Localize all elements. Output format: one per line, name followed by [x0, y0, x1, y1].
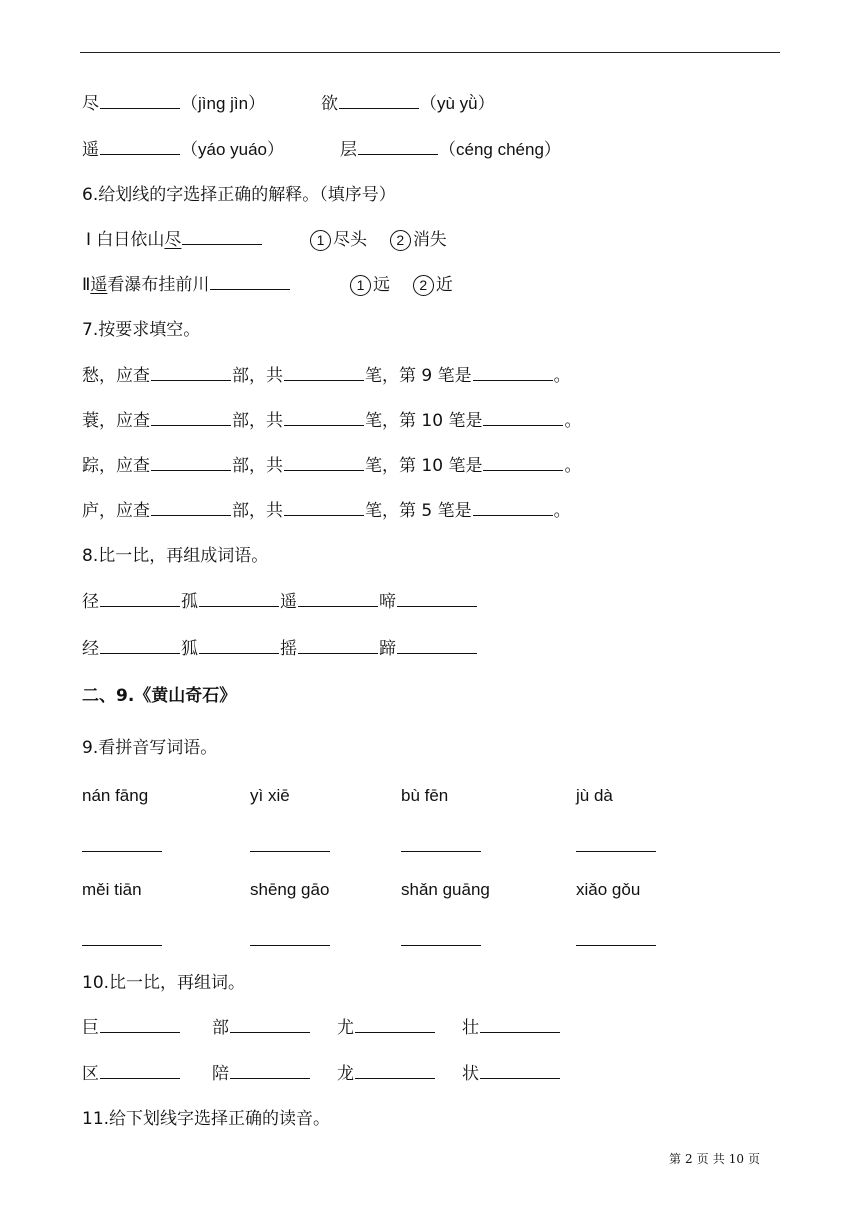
q7-row — [82, 455, 581, 477]
q7-char: 蓑 — [82, 411, 99, 431]
answer-blank[interactable] — [397, 638, 477, 654]
underlined-char: 尽 — [164, 230, 182, 250]
q7-char: 庐 — [82, 501, 99, 521]
answer-blank[interactable] — [199, 638, 279, 654]
q7-title: 7.按要求填空。 — [82, 320, 201, 340]
answer-blank[interactable] — [151, 410, 231, 426]
footer-text: 页 — [696, 1152, 709, 1166]
pinyin-prompt: xiǎo gǒu — [576, 880, 641, 899]
answer-blank[interactable] — [483, 455, 563, 471]
q7-text: 部，共 — [232, 501, 283, 521]
answer-line[interactable] — [250, 851, 330, 852]
q7-text: 笔，第 9 笔是 — [365, 366, 472, 386]
page-total: 10 — [728, 1152, 744, 1166]
option-text: 尽头 — [333, 230, 367, 250]
footer-text: 页 — [747, 1152, 760, 1166]
pinyin-prompt: shēng gāo — [250, 880, 330, 899]
answer-blank[interactable] — [284, 455, 364, 471]
q5-pinyin: （céng chéng） — [439, 140, 561, 159]
answer-blank[interactable] — [210, 274, 290, 290]
q7-row — [82, 500, 571, 522]
q6-text: 白日依山 — [96, 230, 165, 250]
answer-blank[interactable] — [284, 365, 364, 381]
answer-blank[interactable] — [355, 1063, 435, 1079]
q9-title: 9.看拼音写词语。 — [82, 738, 218, 758]
option-text: 近 — [435, 275, 453, 295]
option-text: 消失 — [412, 230, 447, 250]
answer-blank[interactable] — [480, 1063, 560, 1079]
answer-blank[interactable] — [483, 410, 563, 426]
answer-blank[interactable] — [182, 229, 262, 245]
q8-char: 啼 — [379, 592, 396, 612]
answer-line[interactable] — [82, 851, 162, 852]
answer-blank[interactable] — [151, 365, 231, 381]
q5-char: 尽 — [82, 94, 99, 114]
answer-blank[interactable] — [100, 1017, 180, 1033]
q10-char: 部 — [212, 1018, 229, 1038]
roman-numeral: Ⅱ — [82, 275, 91, 295]
answer-blank[interactable] — [358, 139, 438, 155]
answer-blank[interactable] — [151, 500, 231, 516]
underlined-char: 遥 — [90, 275, 108, 295]
q10-item — [337, 1017, 436, 1039]
answer-blank[interactable] — [397, 591, 477, 607]
pinyin-prompt: bù fēn — [401, 786, 449, 805]
answer-line[interactable] — [576, 945, 656, 946]
page-footer — [667, 1150, 762, 1167]
q7-text: 部，共 — [232, 366, 283, 386]
answer-blank[interactable] — [284, 410, 364, 426]
answer-blank[interactable] — [473, 365, 553, 381]
q7-text: ，应查 — [99, 501, 150, 521]
answer-blank[interactable] — [230, 1063, 310, 1079]
q10-char: 龙 — [337, 1064, 354, 1084]
q10-item — [462, 1063, 561, 1085]
pinyin-prompt: měi tiān — [82, 880, 142, 899]
q10-char: 区 — [82, 1064, 99, 1084]
q10-item — [82, 1017, 181, 1039]
q8-char: 遥 — [280, 592, 297, 612]
q8-char: 经 — [82, 639, 99, 659]
page-number: 2 — [685, 1152, 693, 1166]
q8-char: 蹄 — [379, 639, 396, 659]
q6-item2 — [82, 274, 291, 296]
q7-text: 笔，第 10 笔是 — [365, 456, 483, 476]
q8-row2 — [82, 638, 478, 660]
q6-text: 看瀑布挂前川 — [107, 275, 210, 295]
q7-text: ，应查 — [99, 366, 150, 386]
roman-numeral: Ⅰ — [86, 230, 92, 250]
q10-char: 尤 — [337, 1018, 354, 1038]
answer-blank[interactable] — [473, 500, 553, 516]
footer-text: 共 — [712, 1152, 725, 1166]
answer-blank[interactable] — [298, 591, 378, 607]
q10-char: 状 — [462, 1064, 479, 1084]
answer-blank[interactable] — [230, 1017, 310, 1033]
answer-blank[interactable] — [284, 500, 364, 516]
q6-title: 6.给划线的字选择正确的解释。（填序号） — [82, 185, 396, 205]
q7-text: 。 — [564, 456, 582, 476]
q10-item — [82, 1063, 181, 1085]
q7-row — [82, 365, 571, 387]
answer-blank[interactable] — [199, 591, 279, 607]
q6-item1 — [86, 229, 263, 251]
header-rule — [80, 52, 780, 53]
q7-char: 踪 — [82, 456, 99, 476]
q10-item — [462, 1017, 561, 1039]
q5-row1 — [82, 93, 265, 115]
answer-blank[interactable] — [355, 1017, 435, 1033]
q7-text: 。 — [553, 501, 571, 521]
footer-text: 第 — [669, 1152, 682, 1166]
q8-row1 — [82, 591, 478, 613]
answer-line[interactable] — [82, 945, 162, 946]
q7-text: ，应查 — [99, 411, 150, 431]
answer-line[interactable] — [401, 945, 481, 946]
answer-blank[interactable] — [100, 638, 180, 654]
q10-item — [337, 1063, 436, 1085]
q11-title: 11.给下划线字选择正确的读音。 — [82, 1109, 331, 1129]
pinyin-prompt: yì xiē — [250, 786, 290, 805]
q8-char: 狐 — [181, 639, 198, 659]
pinyin-prompt: jù dà — [576, 786, 613, 805]
q5-char: 层 — [340, 140, 357, 160]
q7-text: ，应查 — [99, 456, 150, 476]
q8-char: 径 — [82, 592, 99, 612]
section-heading: 二、9.《黄山奇石》 — [82, 686, 237, 706]
answer-line[interactable] — [250, 945, 330, 946]
q7-text: 部，共 — [232, 456, 283, 476]
q7-text: 部，共 — [232, 411, 283, 431]
q10-char: 壮 — [462, 1018, 479, 1038]
q5-row1-b — [321, 93, 495, 115]
answer-line[interactable] — [401, 851, 481, 852]
q5-pinyin: （yáo yuáo） — [181, 140, 284, 159]
q10-char: 巨 — [82, 1018, 99, 1038]
q10-item — [212, 1017, 311, 1039]
q5-pinyin: （jìng jìn） — [181, 94, 266, 113]
q7-text: 笔，第 10 笔是 — [365, 411, 483, 431]
q7-text: 笔，第 5 笔是 — [365, 501, 472, 521]
q8-char: 孤 — [181, 592, 198, 612]
q7-char: 愁 — [82, 366, 99, 386]
answer-blank[interactable] — [339, 93, 419, 109]
answer-blank[interactable] — [100, 93, 180, 109]
q5-pinyin: （yù yǜ） — [420, 94, 495, 113]
q7-text: 。 — [553, 366, 571, 386]
answer-blank[interactable] — [100, 591, 180, 607]
answer-blank[interactable] — [151, 455, 231, 471]
q8-char: 摇 — [280, 639, 297, 659]
q8-title: 8.比一比，再组成词语。 — [82, 546, 269, 566]
circled-number: 1 — [350, 275, 371, 296]
pinyin-prompt: shǎn guāng — [401, 880, 490, 899]
circled-number: 1 — [310, 230, 331, 251]
q7-text: 。 — [564, 411, 582, 431]
answer-line[interactable] — [576, 851, 656, 852]
q5-char: 欲 — [321, 94, 338, 114]
q7-row — [82, 410, 581, 432]
answer-blank[interactable] — [100, 139, 180, 155]
q5-row2-b — [340, 139, 561, 161]
pinyin-prompt: nán fāng — [82, 786, 149, 805]
answer-blank[interactable] — [298, 638, 378, 654]
answer-blank[interactable] — [100, 1063, 180, 1079]
circled-number: 2 — [390, 230, 411, 251]
answer-blank[interactable] — [480, 1017, 560, 1033]
q10-char: 陪 — [212, 1064, 229, 1084]
q5-char: 遥 — [82, 140, 99, 160]
option-text: 远 — [373, 275, 390, 295]
circled-number: 2 — [413, 275, 434, 296]
q6-item1-options — [310, 229, 447, 251]
q5-row2 — [82, 139, 284, 161]
q6-item2-options — [350, 274, 453, 296]
q10-item — [212, 1063, 311, 1085]
q10-title: 10.比一比，再组词。 — [82, 973, 246, 993]
